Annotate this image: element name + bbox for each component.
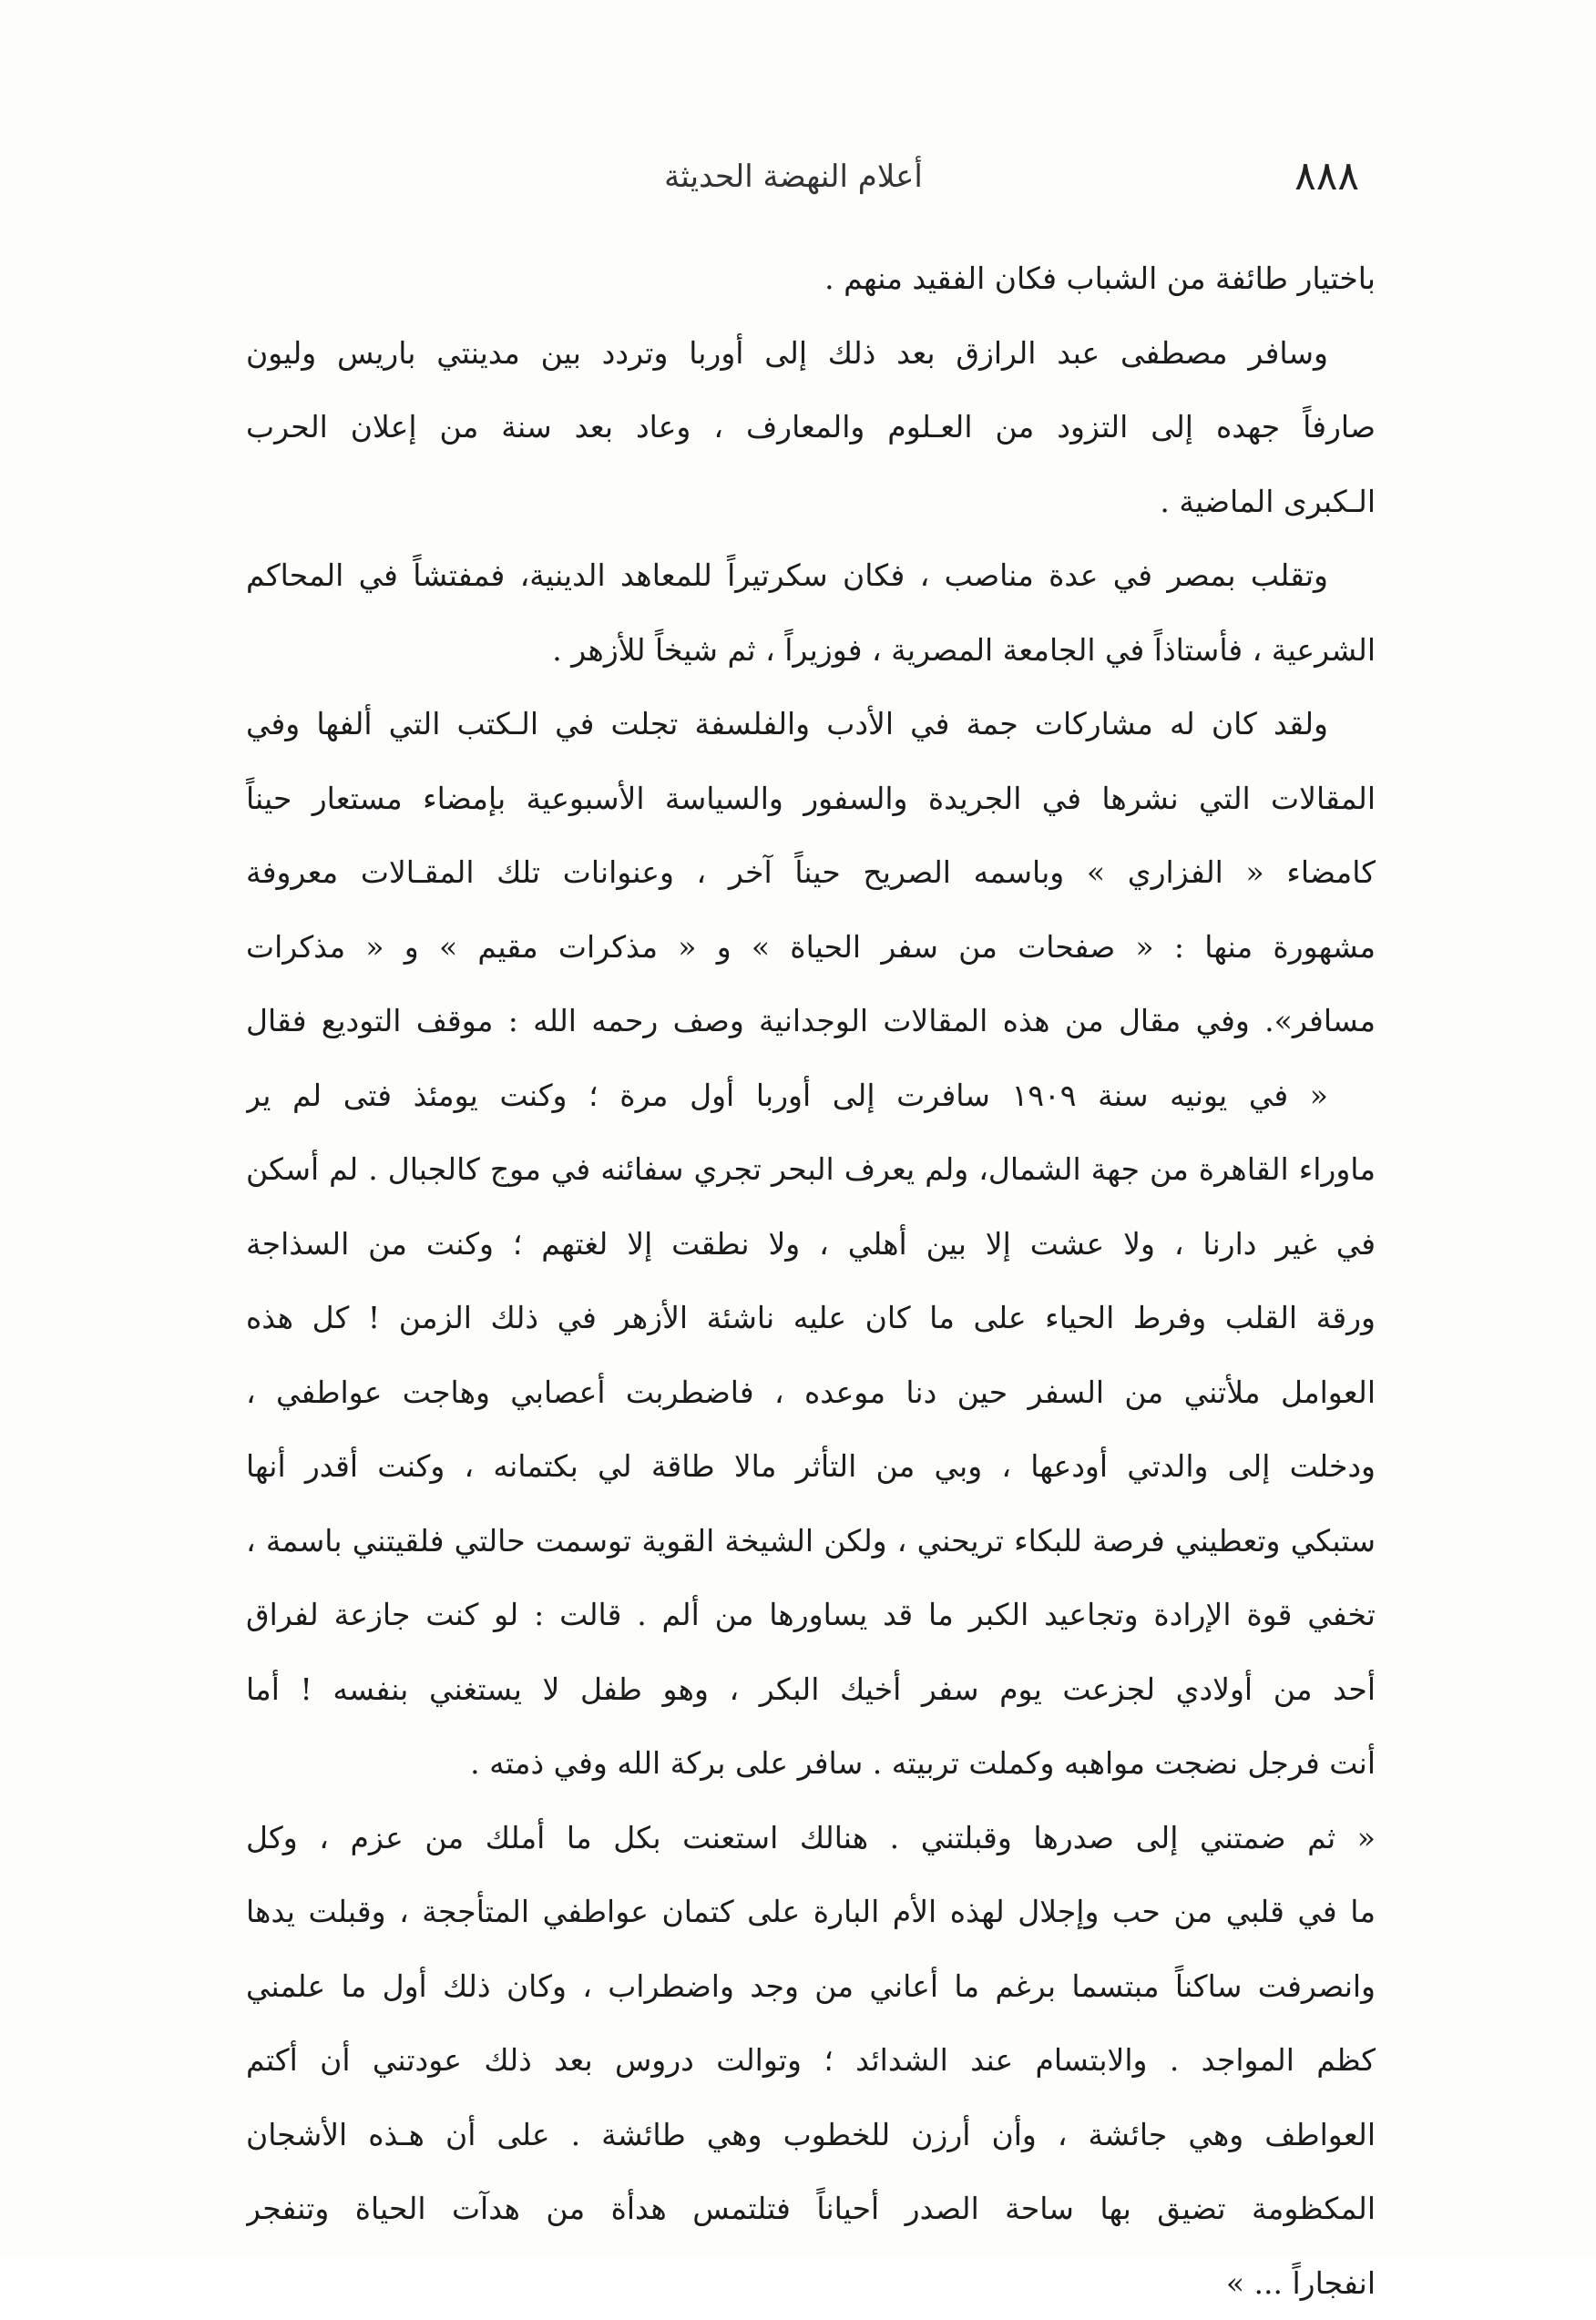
paragraph-quote-farewell bbox=[246, 1058, 1376, 1801]
running-title: أعلام النهضة الحديثة bbox=[219, 158, 1368, 195]
text-line: ورقة القلب وفرط الحياء على ما كان عليه ناشئة الأزهر في ذلك الزمن ! كل هذه bbox=[246, 1281, 1376, 1355]
text-line: ولقد كان له مشاركات جمة في الأدب والفلسفة تجلت في الـكتب التي ألفها وفي bbox=[246, 687, 1376, 761]
text-line: الشرعية ، فأستاذاً في الجامعة المصرية ، فوزيراً ، ثم شيخاً للأزهر . bbox=[246, 613, 1376, 688]
paragraph-positions bbox=[246, 538, 1376, 687]
text-line: العوامل ملأتني من السفر حين دنا موعده ، فاضطربت أعصابي وهاجت عواطفي ، bbox=[246, 1355, 1376, 1430]
text-line: كظم المواجد . والابتسام عند الشدائد ؛ وتوالت دروس بعد ذلك عودتني أن أكتم bbox=[246, 2023, 1376, 2098]
page-number: ٨٨٨ bbox=[1294, 153, 1359, 199]
text-line: في غير دارنا ، ولا عشت إلا بين أهلي ، ولا نطقت إلا لغتهم ؛ وكنت من السذاجة bbox=[246, 1207, 1376, 1282]
text-line: « ثم ضمتني إلى صدرها وقبلتني . هنالك استعنت بكل ما أملك من عزم ، وكل bbox=[246, 1801, 1376, 1875]
text-line: كامضاء « الفزاري » وباسمه الصريح حيناً آخر ، وعنوانات تلك المقـالات معروفة bbox=[246, 835, 1376, 910]
text-line: وسافر مصطفى عبد الرازق بعد ذلك إلى أوربا وتردد بين مدينتي باريس وليون bbox=[246, 316, 1376, 391]
text-line: الـكبرى الماضية . bbox=[246, 465, 1376, 539]
text-line: صارفاً جهده إلى التزود من العـلوم والمعارف ، وعاد بعد سنة من إعلان الحرب bbox=[246, 390, 1376, 465]
paragraph-travel bbox=[246, 316, 1376, 539]
text-line: باختيار طائفة من الشباب فكان الفقيد منهم . bbox=[246, 241, 1376, 316]
text-line: المكظومة تضيق بها ساحة الصدر أحياناً فتلتمس هدأة من هدآت الحياة وتنفجر bbox=[246, 2172, 1376, 2246]
text-line: ما في قلبي من حب وإجلال لهذه الأم البارة على كتمان عواطفي المتأججة ، وقبلت يدها bbox=[246, 1875, 1376, 1949]
text-line: مسافر». وفي مقال من هذه المقالات الوجدانية وصف رحمه الله : موقف التوديع فقال bbox=[246, 984, 1376, 1058]
text-line: ودخلت إلى والدتي أودعها ، وبي من التأثر مالا طاقة لي بكتمانه ، وكنت أقدر أنها bbox=[246, 1429, 1376, 1504]
text-line: ماوراء القاهرة من جهة الشمال، ولم يعرف البحر تجري سفائنه في موج كالجبال . لم أسكن bbox=[246, 1132, 1376, 1207]
running-header bbox=[219, 146, 1368, 219]
paragraph-continuation bbox=[246, 241, 1376, 316]
text-line: المقالات التي نشرها في الجريدة والسفور والسياسة الأسبوعية بإمضاء مستعار حيناً bbox=[246, 761, 1376, 836]
body-text bbox=[246, 241, 1376, 2320]
text-line: انفجاراً ... » bbox=[246, 2246, 1376, 2320]
text-line: « في يونيه سنة ١٩٠٩ سافرت إلى أوربا أول مرة ؛ وكنت يومئذ فتى لم ير bbox=[246, 1058, 1376, 1133]
text-line: أحد من أولادي لجزعت يوم سفر أخيك البكر ، وهو طفل لا يستغني بنفسه ! أما bbox=[246, 1652, 1376, 1727]
paragraph-writings bbox=[246, 687, 1376, 1058]
text-line: أنت فرجل نضجت مواهبه وكملت تربيته . سافر على بركة الله وفي ذمته . bbox=[246, 1726, 1376, 1801]
text-line: تخفي قوة الإرادة وتجاعيد الكبر ما قد يساورها من ألم . قالت : لو كنت جازعة لفراق bbox=[246, 1578, 1376, 1652]
text-line: وانصرفت ساكناً مبتسما برغم ما أعاني من وجد واضطراب ، وكان ذلك أول ما علمني bbox=[246, 1949, 1376, 2024]
text-line: وتقلب بمصر في عدة مناصب ، فكان سكرتيراً للمعاهد الدينية، فمفتشاً في المحاكم bbox=[246, 538, 1376, 613]
text-line: ستبكي وتعطيني فرصة للبكاء تريحني ، ولكن الشيخة القوية توسمت حالتي فلقيتني باسمة ، bbox=[246, 1504, 1376, 1579]
paragraph-quote-embrace bbox=[246, 1801, 1376, 2320]
text-line: مشهورة منها : « صفحات من سفر الحياة » و « مذكرات مقيم » و « مذكرات bbox=[246, 910, 1376, 985]
text-line: العواطف وهي جائشة ، وأن أرزن للخطوب وهي طائشة . على أن هـذه الأشجان bbox=[246, 2098, 1376, 2172]
